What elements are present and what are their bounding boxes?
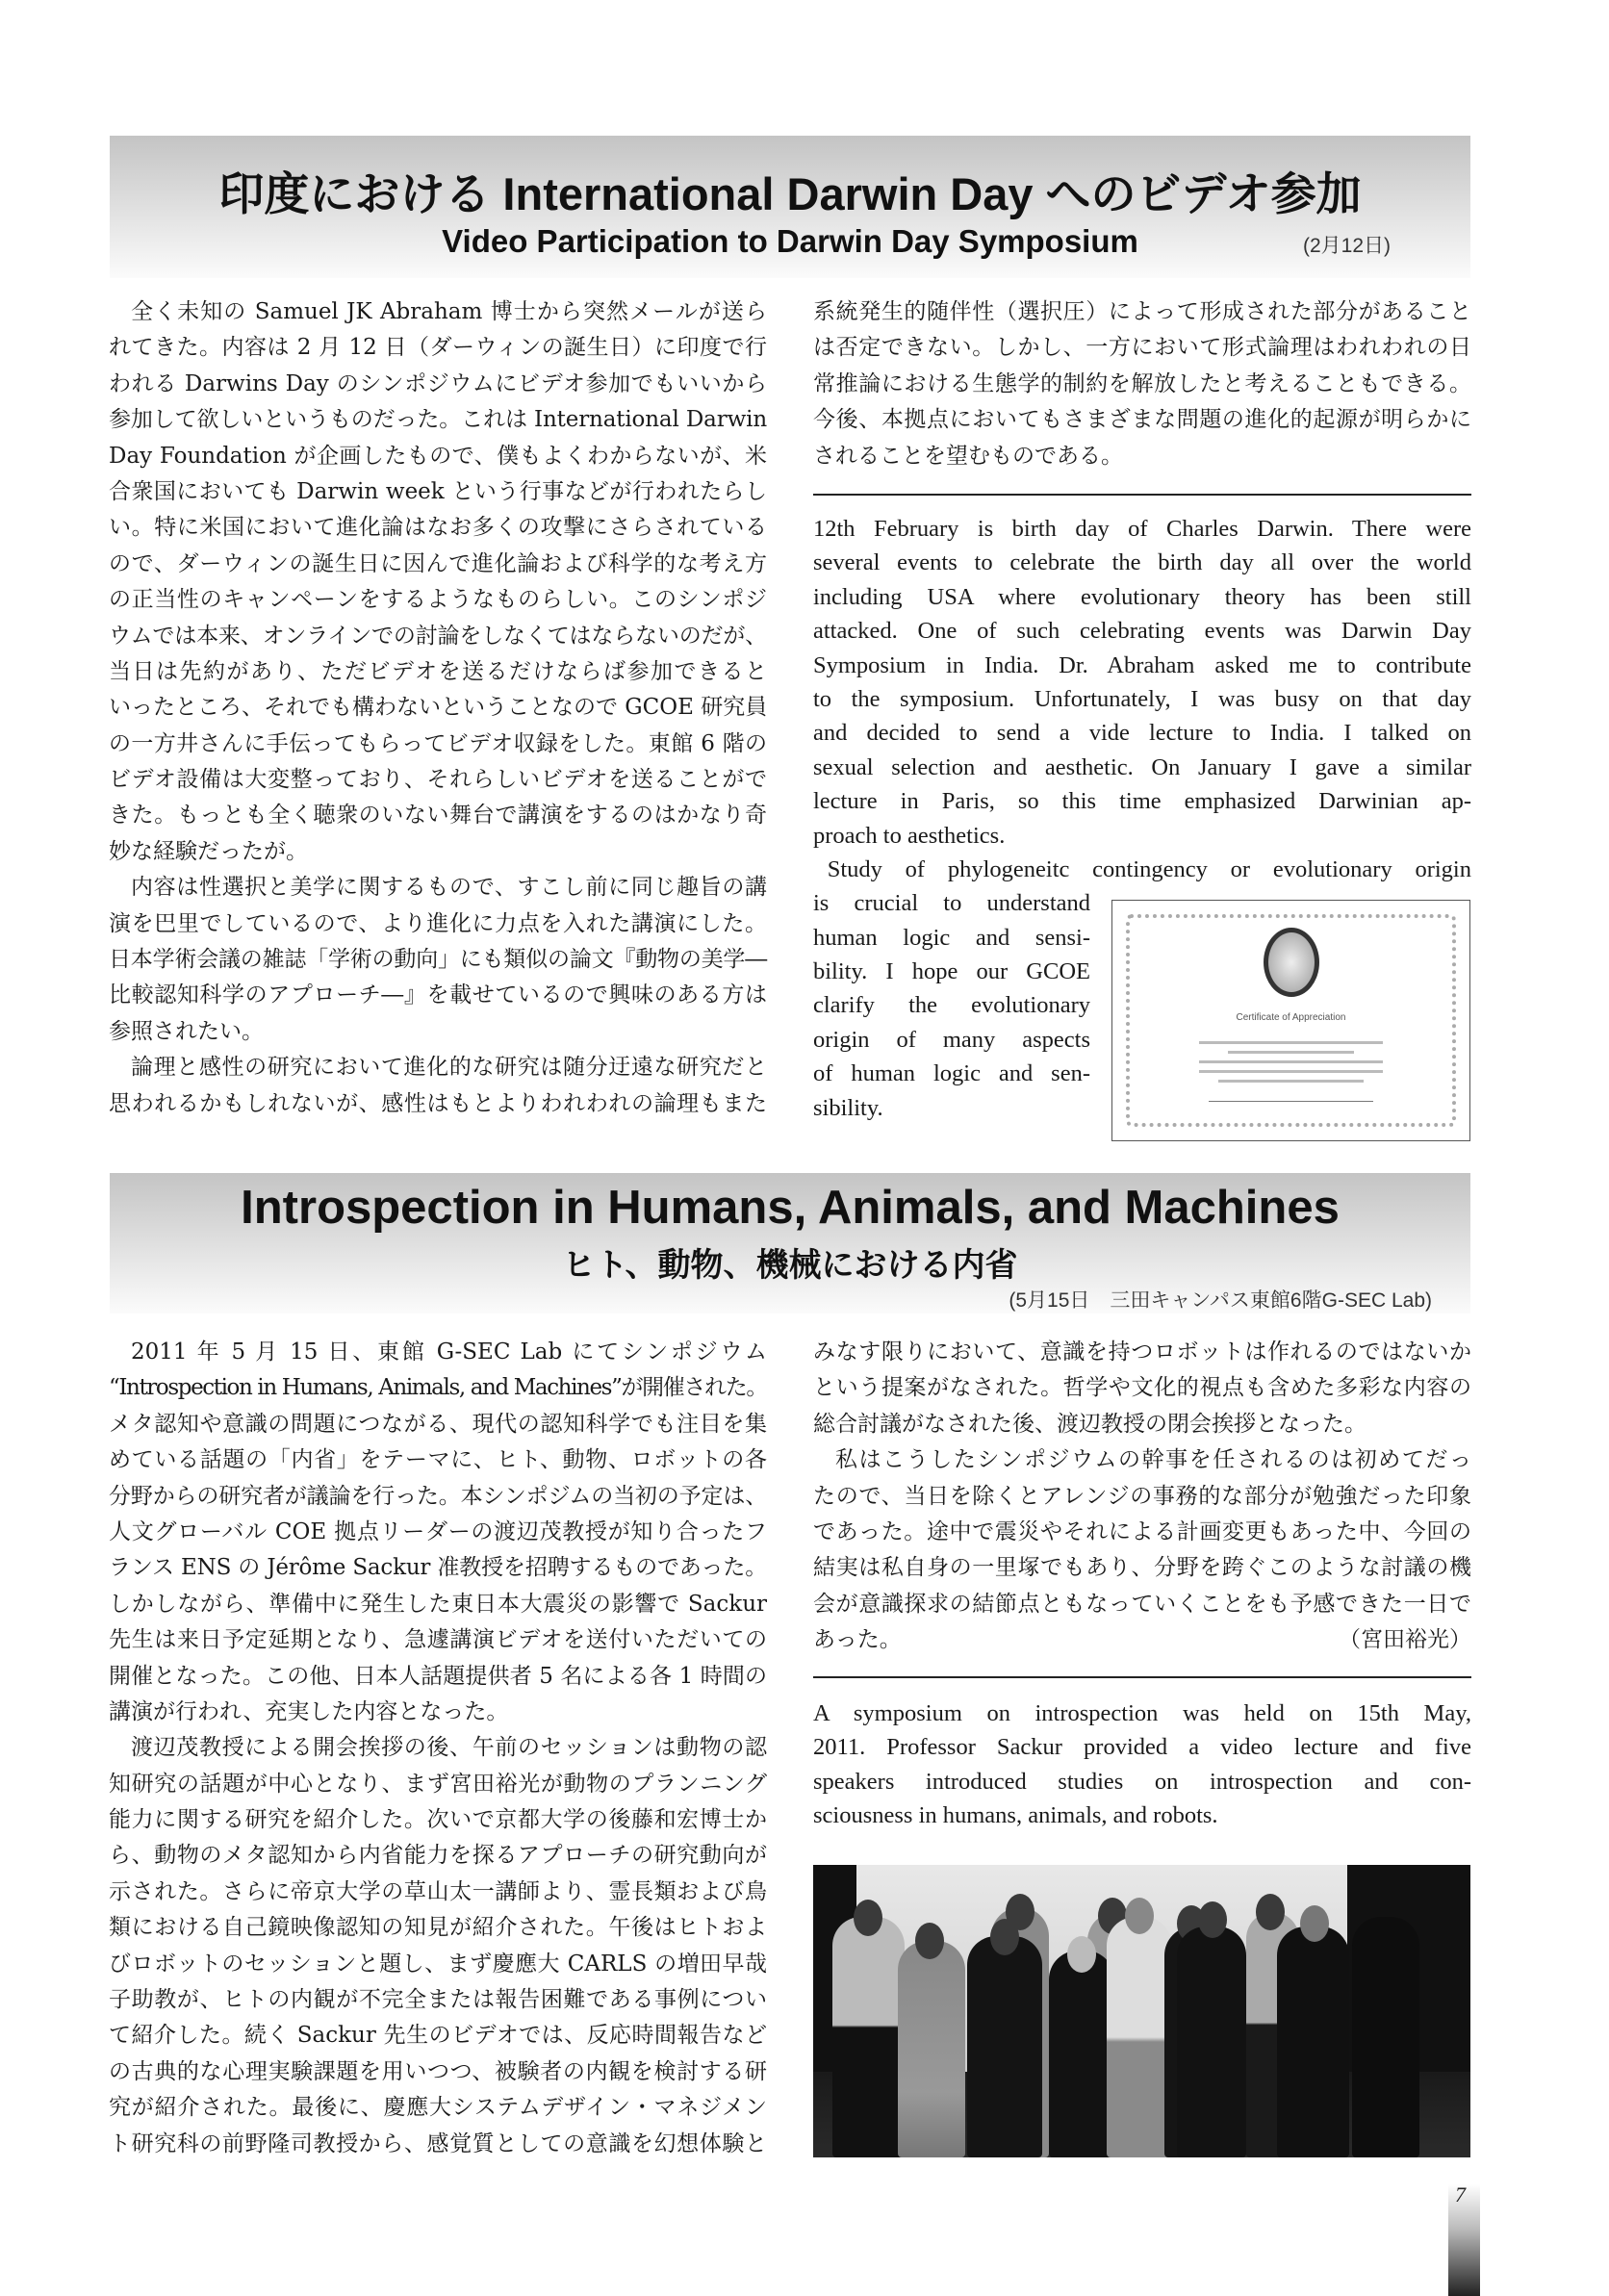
- certificate-text-line: [1228, 1051, 1354, 1054]
- text-line: of human logic and sen-: [813, 1060, 1090, 1087]
- text-line: 参加して欲しいというものだった。これは International Darwin: [109, 407, 767, 433]
- person-head: [915, 1923, 944, 1959]
- person-head: [1125, 1898, 1154, 1934]
- text-line: たので、当日を除くとアレンジの事務的な部分が勉強だった印象: [813, 1483, 1471, 1509]
- paragraph: [813, 512, 1471, 853]
- text-line: みなす限りにおいて、意識を持つロボットは作れるのではないか: [813, 1339, 1471, 1365]
- certificate-text-line: [1218, 1080, 1364, 1083]
- paragraph: [109, 1050, 767, 1122]
- text-line: 類における自己鏡映像認知の知見が紹介された。午後はヒトおよ: [109, 1915, 767, 1941]
- text-line: including USA where evolutionary theory has been still: [813, 583, 1471, 610]
- section2-header: [110, 1173, 1470, 1314]
- text-line: sexual selection and aesthetic. On January I gave a similar: [813, 753, 1471, 780]
- section1-divider: [813, 494, 1471, 496]
- text-line: きた。もっとも全く聴衆のいない舞台で講演をするのはかなり奇: [109, 803, 767, 829]
- text-line: 子助教が、ヒトの内観が不完全または報告困難である事例につい: [109, 1987, 767, 2013]
- text-line: 渡辺茂教授による開会挨拶の後、午前のセッションは動物の認: [131, 1735, 767, 1761]
- text-line: “Introspection in Humans, Animals, and Machines”が開催された。: [109, 1375, 767, 1401]
- person-head: [1256, 1894, 1285, 1930]
- text-line: 能力に関する研究を紹介した。次いで京都大学の後藤和宏博士か: [109, 1807, 767, 1833]
- section2-left-column: [109, 1335, 767, 2162]
- text-line: の一方井さんに手伝ってもらってビデオ収録をした。東館 6 階の: [109, 730, 767, 756]
- text-line: 常推論における生態学的制約を解放したと考えることもできる。: [813, 370, 1471, 396]
- paragraph: [109, 294, 767, 870]
- text-line: しかしながら、準備中に発生した東日本大震災の影響で Sackur: [109, 1591, 767, 1617]
- text-line: びロボットのセッションと題し、まず慶應大 CARLS の増田早哉: [109, 1951, 767, 1977]
- text-line: speakers introduced studies on introspection and con-: [813, 1768, 1471, 1795]
- person-silhouette: [1177, 1926, 1246, 2157]
- section2-date: (5月15日 三田キャンパス東館6階G-SEC Lab): [1009, 1289, 1432, 1312]
- text-line: Study of phylogeneitc contingency or evolutionary origin: [827, 855, 1471, 882]
- paragraph: [813, 1696, 1471, 1833]
- section1-title-jp: 印度における International Darwin Day へのビデオ参加: [218, 168, 1362, 219]
- text-line: proach to aesthetics.: [813, 822, 1006, 849]
- text-line: 講演が行われ、充実した内容となった。: [109, 1698, 509, 1724]
- text-line: 会が意識探求の結節点ともなっていくことをも予感できた一日で: [813, 1591, 1471, 1617]
- group-photo: [813, 1865, 1470, 2157]
- text-line: 私はこうしたシンポジウムの幹事を任されるのは初めてだっ: [835, 1447, 1471, 1473]
- text-line: origin of many aspects: [813, 1026, 1090, 1053]
- person-head: [990, 1919, 1019, 1955]
- section2-english-summary: [813, 1696, 1471, 1833]
- text-line: 示された。さらに帝京大学の草山太一講師より、霊長類および鳥: [109, 1878, 767, 1904]
- text-line: ビデオ設備は大変整っており、それらしいビデオを送ることがで: [109, 767, 767, 793]
- text-line: ら、動物のメタ認知から内省能力を探るアプローチの研究動向が: [109, 1843, 767, 1869]
- text-line: の古典的な心理実験課題を用いつつ、被験者の内観を検討する研: [109, 2058, 767, 2084]
- text-line: to the symposium. Unfortunately, I was busy on that day: [813, 685, 1471, 712]
- text-line: 開催となった。この他、日本人話題提供者 5 名による各 1 時間の: [109, 1663, 767, 1689]
- text-line: 当日は先約があり、ただビデオを送るだけならば参加できると: [109, 658, 767, 684]
- person-silhouette: [1107, 1917, 1172, 2157]
- text-line: ト研究科の前野隆司教授から、感覚質としての意識を幻想体験と: [109, 2130, 768, 2156]
- text-line: 知研究の話題が中心となり、まず宮田裕光が動物のプランニング: [109, 1771, 767, 1797]
- text-line: 2011. Professor Sackur provided a video lecture and five: [813, 1734, 1471, 1761]
- text-line: bility. I hope our GCOE: [813, 958, 1090, 985]
- text-line: lecture in Paris, so this time emphasized Darwinian ap-: [813, 788, 1471, 815]
- author-signature: （宮田裕光）: [1339, 1627, 1471, 1652]
- text-line: いったところ、それでも構わないということなので GCOE 研究員: [109, 695, 768, 721]
- person-head: [1067, 1936, 1096, 1973]
- person-silhouette: [967, 1936, 1042, 2157]
- text-line: 妙な経験だったが。: [109, 838, 308, 864]
- text-line: 先生は来日予定延期となり、急遽講演ビデオを送付いただいての: [109, 1627, 767, 1653]
- text-line: 人文グローバル COE 拠点リーダーの渡辺茂教授が知り合ったフ: [109, 1518, 767, 1544]
- text-line: ので、ダーウィンの誕生日に因んで進化論および科学的な考え方: [109, 550, 767, 576]
- person-silhouette: [1277, 1926, 1349, 2157]
- paragraph: [109, 1730, 767, 2162]
- person-silhouette: [1049, 1951, 1114, 2157]
- text-line: 論理と感性の研究において進化的な研究は随分迂遠な研究だと: [131, 1055, 767, 1081]
- page-number: 7: [1455, 2182, 1466, 2207]
- certificate-image: [1111, 900, 1470, 1141]
- certificate-text-line: [1199, 1041, 1383, 1044]
- person-head: [1300, 1905, 1329, 1942]
- text-line: 参照されたい。: [109, 1018, 264, 1044]
- text-line: attacked. One of such celebrating events was Darwin Day: [813, 618, 1471, 645]
- text-line: あった。: [813, 1627, 902, 1653]
- section1-title-en: Video Participation to Darwin Day Symposium: [442, 223, 1138, 259]
- text-line: several events to celebrate the birth day all over the world: [813, 549, 1471, 576]
- certificate-text-line: [1199, 1060, 1383, 1063]
- text-line: clarify the evolutionary: [813, 992, 1090, 1019]
- text-line: A symposium on introspection was held on 15th May,: [813, 1700, 1471, 1726]
- certificate-text-line: [1199, 1070, 1383, 1073]
- section2-right-column-jp: [813, 1335, 1471, 1659]
- text-line: されることを望むものである。: [813, 443, 1123, 469]
- text-line: 今後、本拠点においてもさまざまな問題の進化的起源が明らかに: [813, 407, 1471, 433]
- text-line: て紹介した。続く Sackur 先生のビデオでは、反応時間報告など: [109, 2023, 767, 2049]
- section1-left-column: [109, 294, 767, 1122]
- certificate-signature-line: [1209, 1101, 1373, 1102]
- text-line: ランス ENS の Jérôme Sackur 准教授を招聘するものであった。: [109, 1555, 767, 1581]
- text-line: 比較認知科学のアプローチ―』を載せているので興味のある方は: [109, 982, 767, 1008]
- text-line: 総合討議がなされた後、渡辺教授の閉会挨拶となった。: [813, 1411, 1366, 1437]
- certificate-title: Certificate of Appreciation: [1236, 1012, 1346, 1023]
- text-line: めている話題の「内省」をテーマに、ヒト、動物、ロボットの各: [109, 1447, 767, 1473]
- text-line: 演を巴里でしているので、より進化に力点を入れた講演にした。: [109, 910, 767, 936]
- text-line: メタ認知や意識の問題につながる、現代の認知科学でも注目を集: [109, 1411, 767, 1437]
- text-line: 分野からの研究者が議論を行った。本シンポジムの当初の予定は、: [109, 1483, 767, 1509]
- person-head: [1198, 1901, 1227, 1938]
- text-line: is crucial to understand: [813, 890, 1090, 917]
- text-line: human logic and sensi-: [813, 924, 1090, 951]
- paragraph: [109, 1335, 767, 1730]
- text-line: という提案がなされた。哲学や文化的視点も含めた多彩な内容の: [813, 1375, 1471, 1401]
- section2-divider: [813, 1676, 1471, 1678]
- text-line: 12th February is birth day of Charles Darwin. There were: [813, 516, 1471, 542]
- section1-header: [110, 136, 1470, 278]
- text-line: 2011 年 5 月 15 日、東館 G-SEC Lab にてシンポジウム: [131, 1339, 767, 1365]
- person-silhouette: [1352, 1917, 1419, 2157]
- section1-right-column-jp: [813, 294, 1471, 474]
- text-line: and decided to send a vide lecture to India. I talked on: [813, 720, 1471, 747]
- text-line: 内容は性選択と美学に関するもので、すこし前に同じ趣旨の講: [131, 875, 767, 901]
- section1-date: (2月12日): [1303, 235, 1392, 257]
- text-line: 合衆国においても Darwin week という行事などが行われたらし: [109, 478, 767, 504]
- text-line: れてきた。内容は 2 月 12 日（ダーウィンの誕生日）に印度で行: [109, 335, 767, 361]
- text-line: Symposium in India. Dr. Abraham asked me to contribute: [813, 651, 1471, 678]
- text-line: 究が紹介された。最後に、慶應大システムデザイン・マネジメン: [109, 2095, 767, 2121]
- text-line: であった。途中で震災やそれによる計画変更もあった中、今回の: [813, 1518, 1471, 1544]
- person-silhouette: [832, 1917, 905, 2157]
- paragraph: [813, 1335, 1471, 1442]
- text-line: い。特に米国において進化論はなお多くの攻撃にさらされている: [109, 515, 767, 541]
- text-line: の正当性のキャンペーンをするようなものらしい。このシンポジ: [109, 587, 767, 613]
- text-line: は否定できない。しかし、一方において形式論理はわれわれの日: [813, 335, 1471, 361]
- text-line: 思われるかもしれないが、感性はもとよりわれわれの論理もまた: [109, 1090, 767, 1116]
- text-line: 日本学術会議の雑誌「学術の動向」にも類似の論文『動物の美学―: [109, 947, 767, 973]
- section2-title-jp: ヒト、動物、機械における内省: [562, 1247, 1018, 1284]
- text-line: 結実は私自身の一里塚でもあり、分野を跨ぐこのような討議の機: [813, 1555, 1471, 1581]
- text-line: sciousness in humans, animals, and robots.: [813, 1802, 1218, 1829]
- person-silhouette: [898, 1941, 965, 2157]
- section2-title-en: Introspection in Humans, Animals, and Machines: [241, 1182, 1340, 1234]
- certificate-seal-icon: [1264, 928, 1319, 997]
- paragraph: [109, 870, 767, 1050]
- text-line: Day Foundation が企画したもので、僕もよくわからないが、米: [109, 443, 767, 469]
- person-head: [854, 1900, 882, 1936]
- text-line: ウムでは本来、オンラインでの討論をしなくてはならないのだが、: [109, 623, 767, 649]
- text-line: 全く未知の Samuel JK Abraham 博士から突然メールが送ら: [131, 299, 767, 324]
- paragraph: [813, 294, 1471, 474]
- text-line: われる Darwins Day のシンポジウムにビデオ参加でもいいから: [109, 370, 767, 396]
- text-line: 系統発生的随伴性（選択圧）によって形成された部分があること: [813, 299, 1471, 324]
- text-line: sibility.: [813, 1094, 883, 1121]
